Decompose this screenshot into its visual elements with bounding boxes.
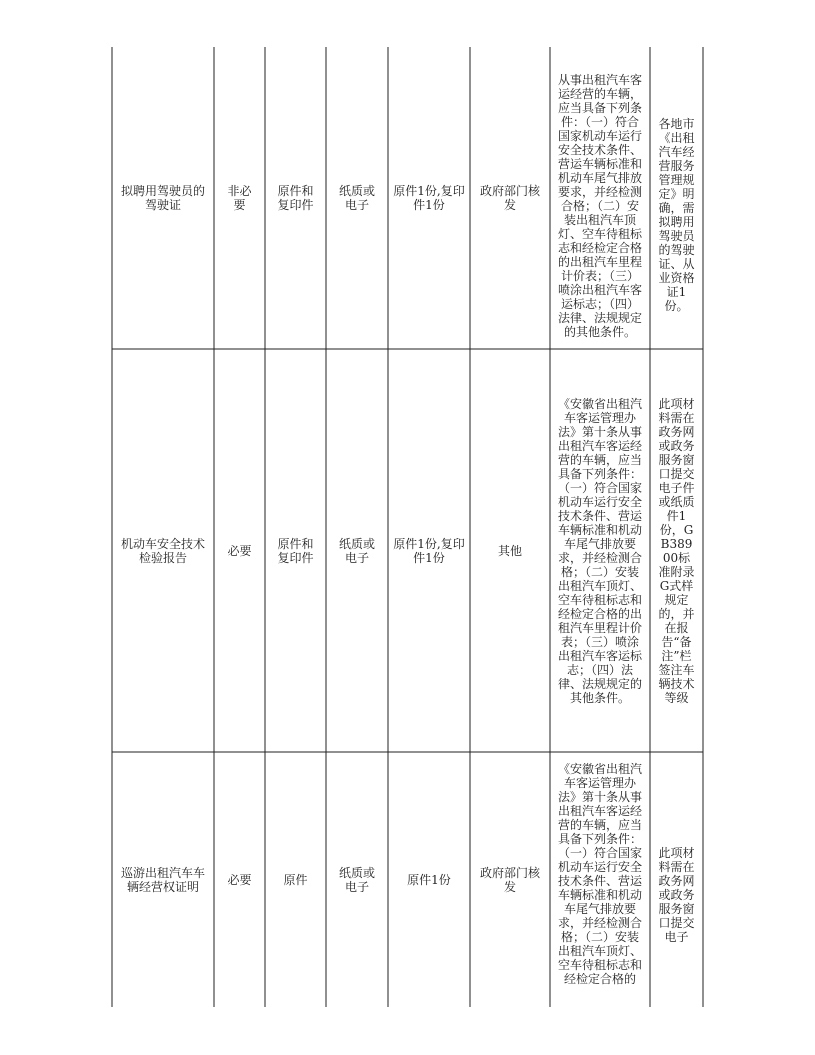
row3-source: 政府部门核发 [479, 865, 540, 894]
row2-source: 其他 [497, 543, 522, 558]
row2-note: 此项材料需在政务网或政务服务窗口提交电子件或纸质件1份，GB38900标准附录G式样规定的，并在报告“备注”栏签注车辆技术等级 [658, 396, 695, 705]
row1-copies: 原件1份,复印件1份 [393, 184, 465, 212]
row3-required: 必要 [227, 872, 252, 887]
row1-note: 各地市《出租汽车经营服务管理规定》明确，需拟聘用驾驶员的驾驶证、从业资格证1份。 [658, 117, 695, 313]
row1-required: 非必要 [227, 184, 252, 212]
row3-medium: 纸质或电子 [338, 865, 375, 894]
row3-material-name: 巡游出租汽车车辆经营权证明 [121, 865, 206, 894]
row1-source: 政府部门核发 [479, 184, 540, 212]
row2-copies: 原件1份,复印件1份 [393, 536, 465, 565]
row2-form: 原件和复印件 [277, 536, 314, 565]
row1-material-name: 拟聘用驾驶员的驾驶证 [121, 184, 206, 212]
row2-required: 必要 [227, 543, 252, 558]
row3-legal-basis: 《安徽省出租汽车客运管理办法》第十条从事出租汽车客运经营的车辆，应当具备下列条件：（一）符合国家机动车运行安全技术条件、营运车辆标准和机动车尾气排放要求，并经检测合格；（二）安装出租汽车顶灯、空车待租标志和经检定合格的 [558, 762, 643, 986]
row2-medium: 纸质或电子 [338, 536, 375, 565]
row1-medium: 纸质或电子 [338, 184, 375, 212]
row2-legal-basis: 《安徽省出租汽车客运管理办法》第十条从事出租汽车客运经营的车辆，应当具备下列条件：（一）符合国家机动车运行安全技术条件、营运车辆标准和机动车尾气排放要求，并经检测合格；（二）安装出租汽车顶灯、空车待租标志和经检定合格的出租汽车里程计价表；（三）喷涂出租汽车客运标志；（四）法律、法规规定的其他条件。 [558, 396, 643, 705]
row3-copies: 原件1份 [407, 872, 451, 887]
row3-form: 原件 [283, 872, 308, 887]
row1-form: 原件和复印件 [277, 184, 314, 212]
row1-legal-basis: 从事出租汽车客运经营的车辆，应当具备下列条件：（一）符合国家机动车运行安全技术条件、营运车辆标准和机动车尾气排放要求，并经检测合格；（二）安装出租汽车顶灯、空车待租标志和经检定合格的出租汽车里程计价表；（三）喷涂出租汽车客运标志；（四）法律、法规规定的其他条件。 [558, 73, 643, 339]
row3-note: 此项材料需在政务网或政务服务窗口提交电子 [658, 846, 695, 944]
row2-material-name: 机动车安全技术检验报告 [121, 536, 206, 565]
